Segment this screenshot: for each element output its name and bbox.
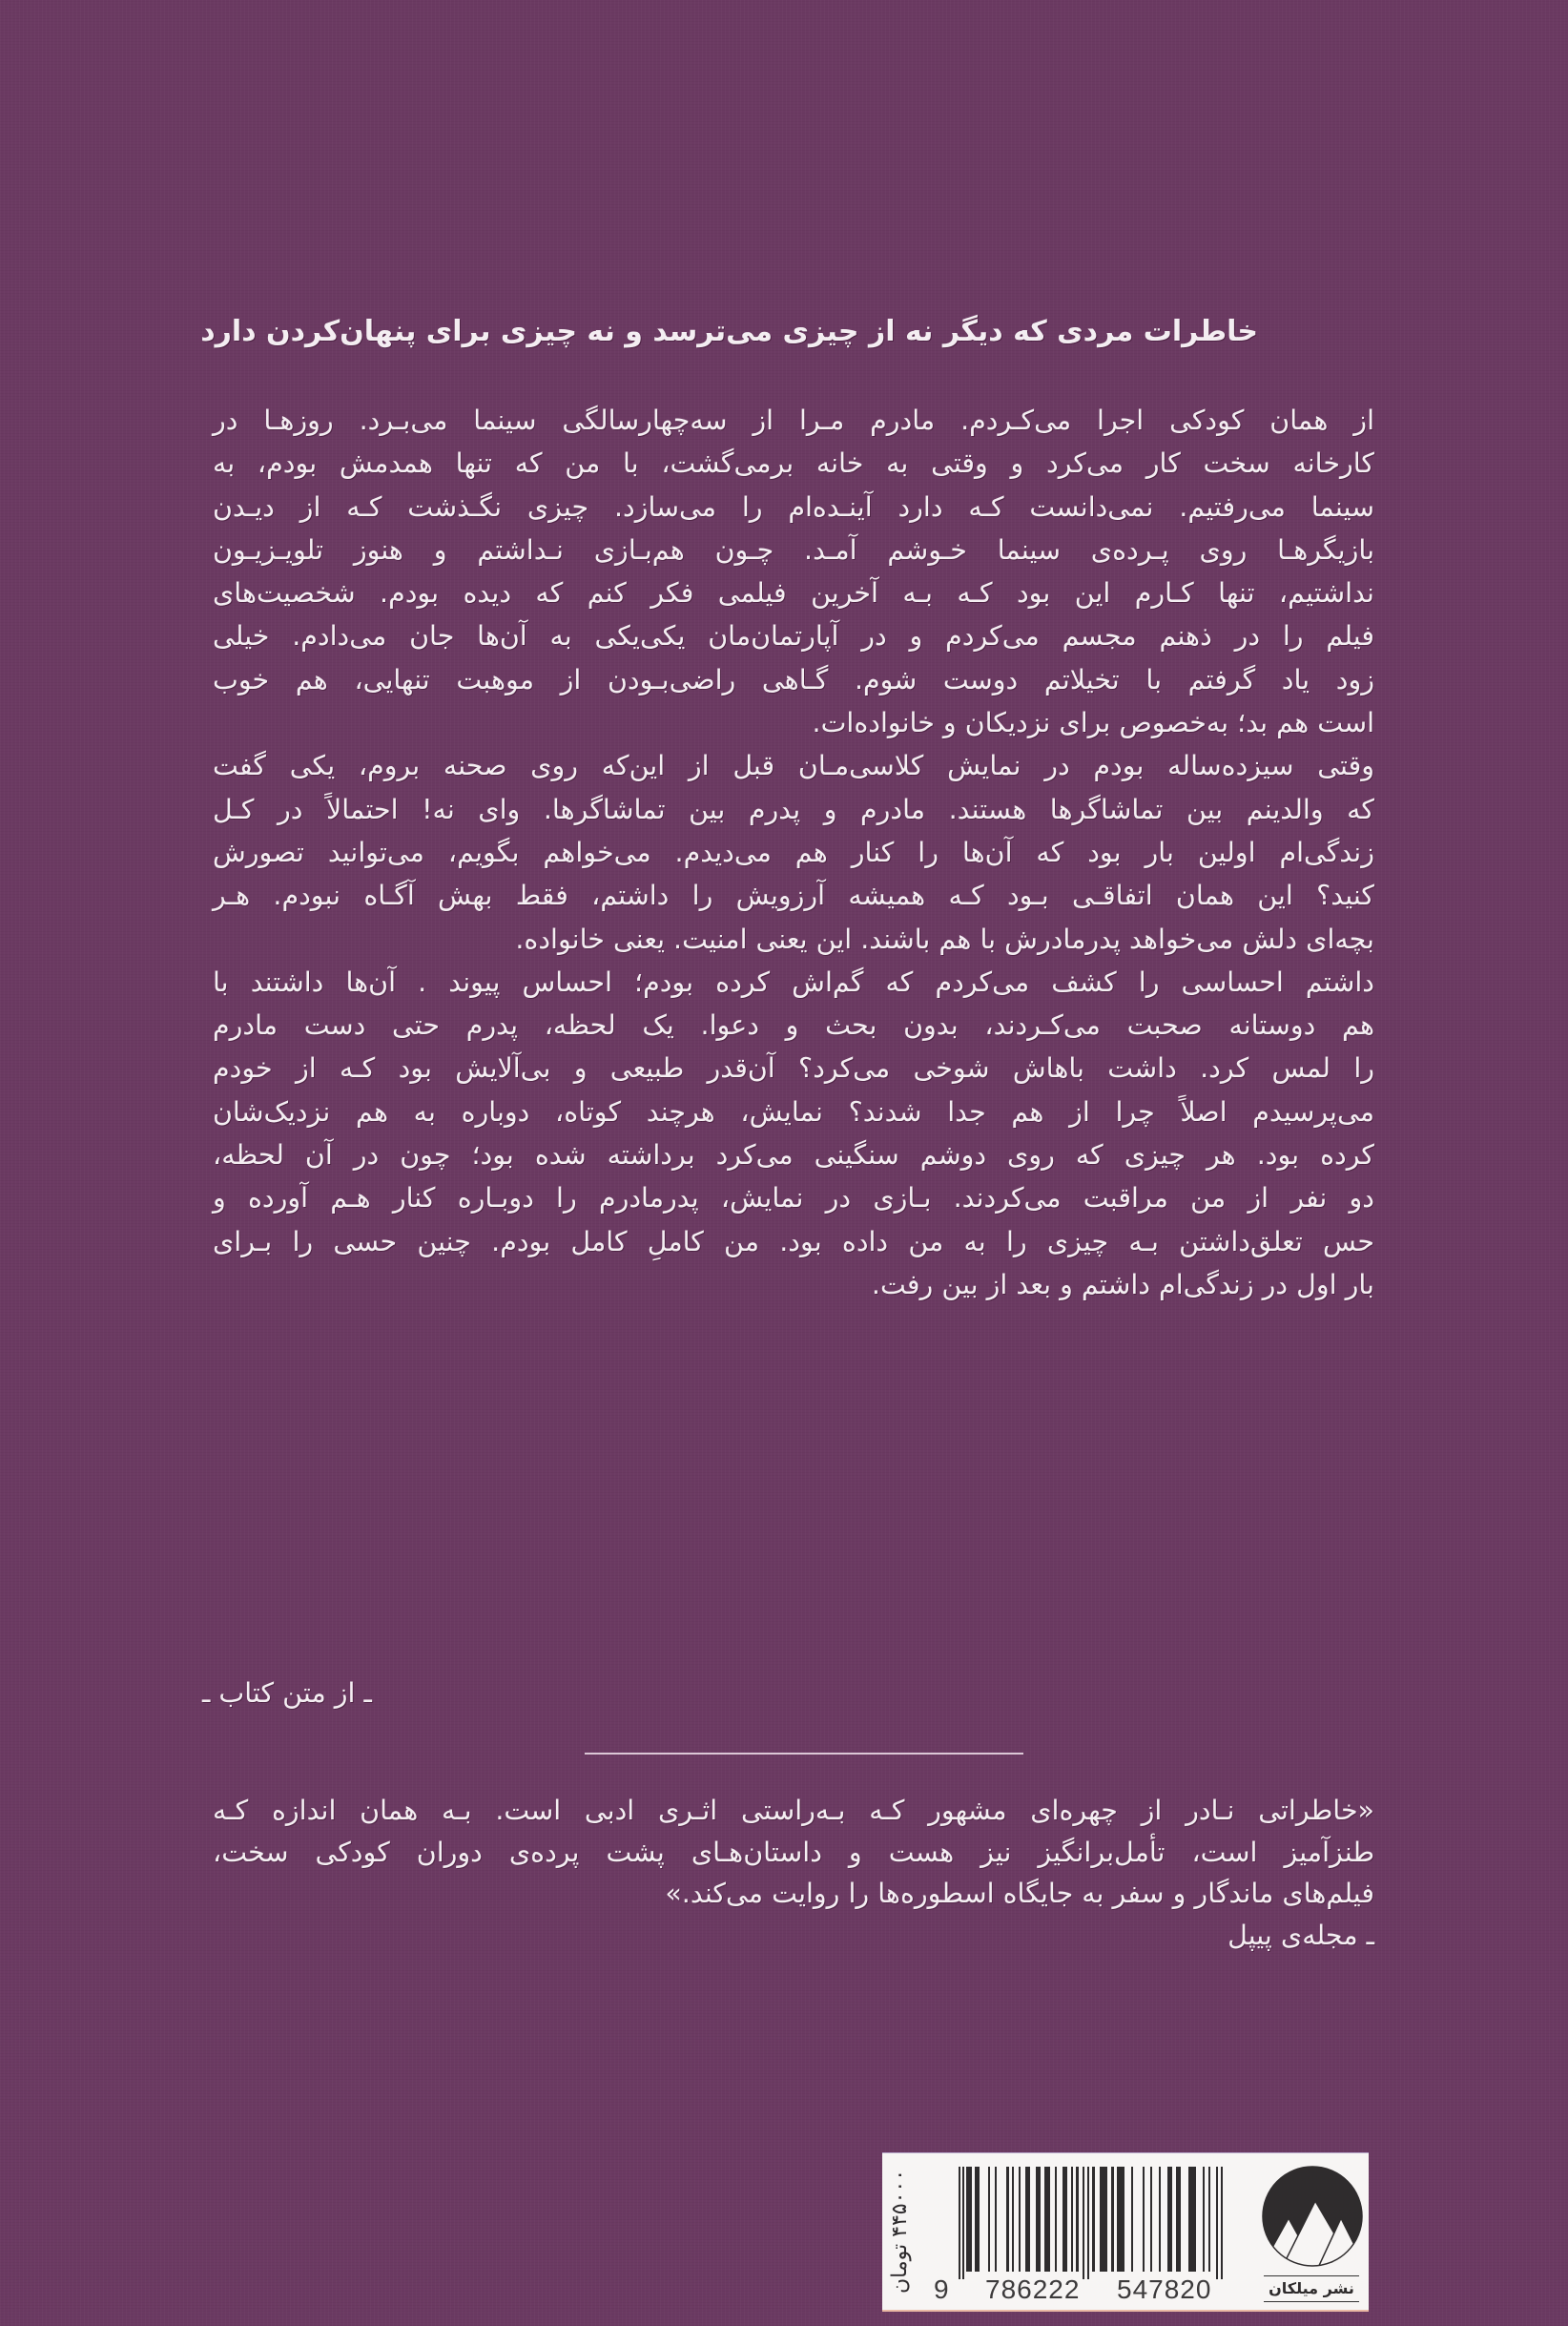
excerpt-body	[213, 399, 1374, 1306]
excerpt-line: بچه‌ای دلش می‌خواهد پدرمادرش با هم باشند. این یعنی امنیت. یعنی خانواده.	[515, 923, 1374, 955]
cover-headline: خاطرات مردی که دیگر نه از چیزی می‌ترسد و نه چیزی برای پنهان‌کردن دارد	[200, 315, 1258, 348]
excerpt-line: وقتی سیزده‌ساله بودم در نمایش کلاسی‌مـان قبل از این‌که روی صحنه بروم، یکی گفت	[213, 750, 1374, 782]
barcode-icon	[959, 2167, 1235, 2279]
review-quote	[213, 1790, 1374, 1956]
publisher-logo	[1260, 2163, 1365, 2306]
excerpt-line: نداشتیم، تنها کـارم این بود کـه بـه آخرین فیلمی فکر کنم که دیده بودم. شخصیت‌های	[213, 577, 1374, 610]
isbn-prefix: 9	[934, 2274, 949, 2304]
mountain-logo-icon	[1260, 2163, 1365, 2270]
excerpt-line: که والدینم بین تماشاگرها هستند. مادرم و پدرم بین تماشاگرها. وای نه! احتمالاً در کـل	[213, 793, 1374, 825]
barcode-panel	[882, 2152, 1369, 2312]
quote-source: ـ مجله‌ی پیپل	[1228, 1919, 1374, 1951]
excerpt-line: از همان کودکی اجرا می‌کـردم. مادرم مـرا از سه‌چهارسالگی سینما می‌بـرد. روزهـا در	[213, 405, 1374, 436]
excerpt-line: بار اول در زندگی‌ام داشتم و بعد از بین رفت.	[871, 1268, 1374, 1300]
excerpt-line: دو نفر از من مراقبت می‌کردند. بـازی در نمایش، پدرمادرم را دوبـاره کنار هـم آورده و	[213, 1182, 1374, 1215]
quote-line: «خاطراتی نـادر از چهره‌ای مشهور کـه بـه‌راستی اثـری ادبی است. بـه همان اندازه کـه	[213, 1795, 1374, 1826]
price-label: ۴۴۵۰۰۰ تومان	[888, 2169, 912, 2295]
quote-line: فیلم‌های ماندگار و سفر به جایگاه اسطوره‌ها را روایت می‌کند.»	[665, 1878, 1374, 1909]
excerpt-attribution: ـ از متن کتاب ـ	[202, 1677, 372, 1709]
excerpt-line: فیلم را در ذهنم مجسم می‌کردم و در آپارتمان‌مان یکی‌یکی به آن‌ها جان می‌دادم. خیلی	[213, 620, 1374, 653]
excerpt-line: است هم بد؛ به‌خصوص برای نزدیکان و خانواده‌ات.	[812, 707, 1374, 739]
excerpt-line: داشتم احساسی را کشف می‌کردم که گم‌اش کرده بودم؛ احساس پیوند . آن‌ها داشتند با	[213, 966, 1374, 998]
isbn-group-2: 547820	[1117, 2274, 1212, 2304]
excerpt-line: هم دوستانه صحبت می‌کـردند، بدون بحث و دعوا. یک لحظه، پدرم حتی دست مادرم	[213, 1009, 1374, 1042]
publisher-name: نشر میلکان	[1264, 2275, 1359, 2302]
section-divider	[585, 1753, 1023, 1755]
excerpt-line: حس تعلق‌داشتن بـه چیزی را به من داده بود. من کاملِ کامل بودم. چنین حسی را بـرای	[213, 1225, 1374, 1257]
excerpt-line: کنید؟ این همان اتفاقـی بـود کـه همیشه آرزویش را داشتم، فقط بهش آگـاه نبودم. هـر	[213, 880, 1374, 912]
excerpt-line: زود یاد گرفتم با تخیلاتم دوست شوم. گـاهی راضی‌بـودن از موهبت تنهایی، هم خوب	[213, 663, 1374, 696]
excerpt-line: کارخانه سخت کار می‌کرد و وقتی به خانه برمی‌گشت، با من که تنها همدمش بودم، به	[213, 447, 1374, 480]
excerpt-line: کرده بود. هر چیزی که روی دوشم سنگینی می‌کرد برداشته شده بود؛ چون در آن لحظه،	[213, 1139, 1374, 1172]
excerpt-line: زندگی‌ام اولین بار بود که آن‌ها را کنار هم می‌دیدم. می‌خواهم بگویم، می‌توانید تصورش	[213, 836, 1374, 868]
excerpt-line: را لمس کرد. داشت باهاش شوخی می‌کرد؟ آن‌قدر طبیعی و بی‌آلایش بود کـه از خودم	[213, 1052, 1374, 1085]
excerpt-line: سینما می‌رفتیم. نمی‌دانست کـه دارد آینـده‌ام را می‌سازد. چیزی نگـذشت کـه از دیـدن	[213, 490, 1374, 523]
excerpt-line: بازیگرهـا روی پـرده‌ی سینما خـوشم آمـد. چـون هم‌بـازی نـداشتم و هنوز تلویـزیـون	[213, 533, 1374, 566]
quote-line: طنزآمیز است، تأمل‌برانگیز نیز هست و داستان‌هـای پشت پرده‌ی دوران کودکی سخت،	[213, 1836, 1374, 1868]
excerpt-line: می‌پرسیدم اصلاً چرا از هم جدا شدند؟ نمایش، هرچند کوتاه، دوباره به هم نزدیک‌شان	[213, 1095, 1374, 1128]
isbn-group-1: 786222	[985, 2274, 1081, 2304]
isbn-number	[928, 2274, 1243, 2306]
